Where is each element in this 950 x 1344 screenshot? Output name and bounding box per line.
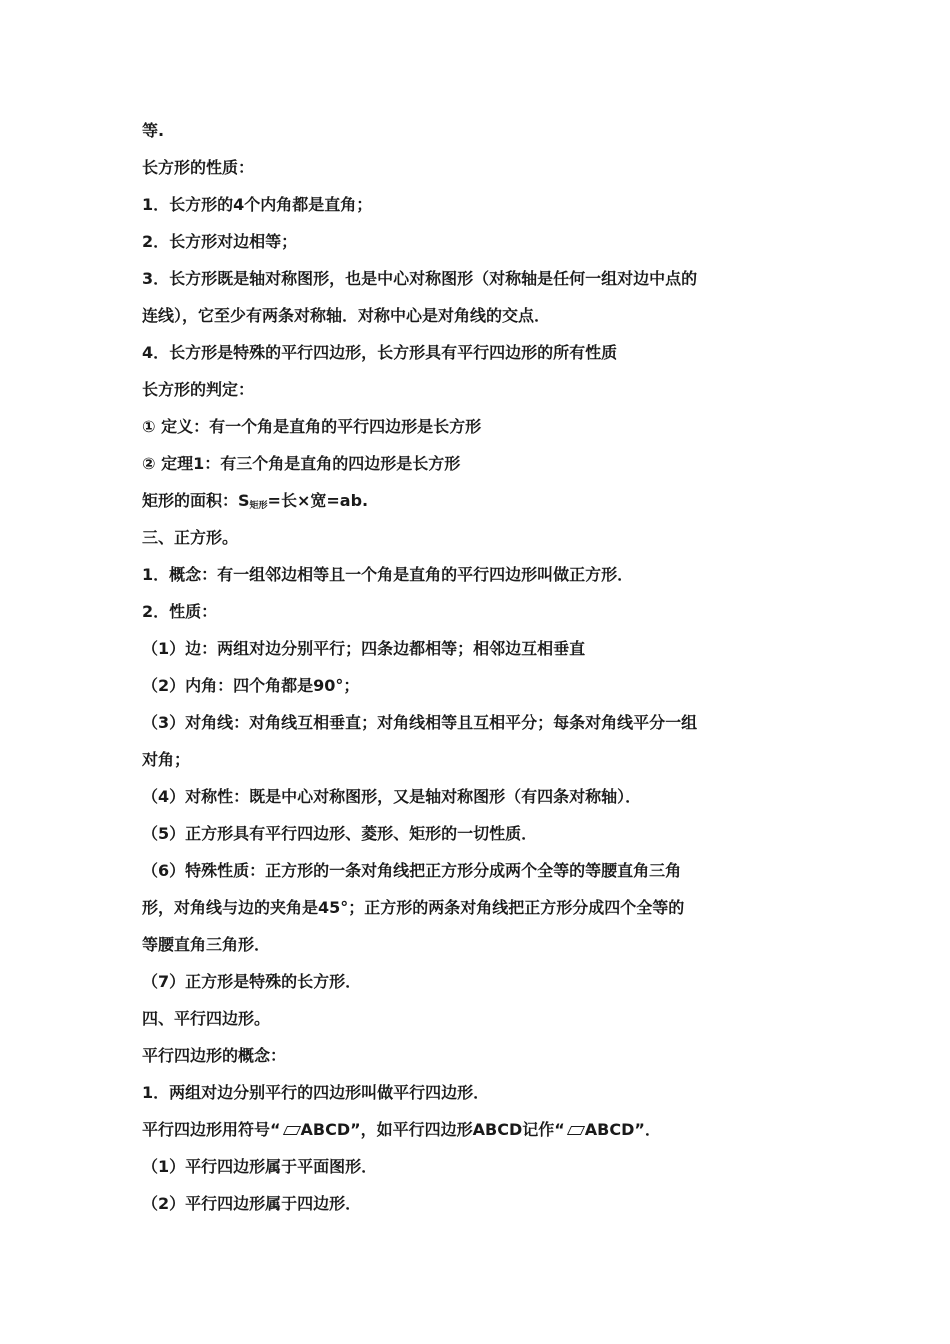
text-line: 对角； (142, 750, 191, 769)
text-line: （5）正方形具有平行四边形、菱形、矩形的一切性质． (142, 824, 538, 843)
section-heading: 长方形的性质： (142, 158, 255, 177)
section-heading: 长方形的判定： (142, 380, 255, 399)
area-formula-subscript: 矩形 (249, 501, 268, 511)
section-heading: 四、平行四边形。 (142, 1009, 271, 1028)
area-formula-prefix: 矩形的面积：S (142, 491, 250, 510)
section-heading: 平行四边形的概念： (142, 1046, 287, 1065)
text-line: 1．长方形的4个内角都是直角； (142, 195, 373, 214)
text-line: 4．长方形是特殊的平行四边形，长方形具有平行四边形的所有性质 (142, 343, 618, 362)
symbol-line-part3: ABCD”． (584, 1120, 661, 1139)
text-line: 2．长方形对边相等； (142, 232, 298, 251)
text-line: 形，对角线与边的夹角是45°；正方形的两条对角线把正方形分成四个全等的 (142, 898, 685, 917)
text-line: （3）对角线：对角线互相垂直；对角线相等且互相平分；每条对角线平分一组 (142, 713, 698, 732)
area-formula-suffix: =长×宽=ab. (267, 491, 369, 510)
text-line: 2．性质： (142, 602, 218, 621)
parallelogram-symbol-icon (282, 1126, 300, 1135)
text-line: 1．两组对边分别平行的四边形叫做平行四边形． (142, 1083, 490, 1102)
text-line: ① 定义：有一个角是直角的平行四边形是长方形 (142, 417, 482, 436)
symbol-line (142, 1111, 810, 1148)
text-line: （1）平行四边形属于平面图形． (142, 1157, 378, 1176)
text-line: 3．长方形既是轴对称图形，也是中心对称图形（对称轴是任何一组对边中点的 (142, 269, 698, 288)
area-formula-line (142, 482, 810, 519)
text-line: （7）正方形是特殊的长方形． (142, 972, 362, 991)
text-line: ② 定理1：有三个角是直角的四边形是长方形 (142, 454, 461, 473)
text-line: （4）对称性：既是中心对称图形，又是轴对称图形（有四条对称轴）． (142, 787, 642, 806)
section-heading: 三、正方形。 (142, 528, 239, 547)
text-line: 等腰直角三角形． (142, 935, 271, 954)
text-line: 等. (142, 121, 165, 140)
text-line: （6）特殊性质：正方形的一条对角线把正方形分成两个全等的等腰直角三角 (142, 861, 682, 880)
symbol-line-part2: ABCD”，如平行四边形ABCD记作“ (300, 1120, 565, 1139)
document-page (142, 112, 810, 1222)
text-line: （1）边：两组对边分别平行；四条边都相等；相邻边互相垂直 (142, 639, 586, 658)
text-line: （2）平行四边形属于四边形． (142, 1194, 362, 1213)
parallelogram-symbol-icon (567, 1126, 585, 1135)
text-line: （2）内角：四个角都是90°； (142, 676, 360, 695)
text-line: 1．概念：有一组邻边相等且一个角是直角的平行四边形叫做正方形． (142, 565, 634, 584)
symbol-line-part1: 平行四边形用符号“ (142, 1120, 281, 1139)
text-line: 连线），它至少有两条对称轴．对称中心是对角线的交点． (142, 306, 551, 325)
